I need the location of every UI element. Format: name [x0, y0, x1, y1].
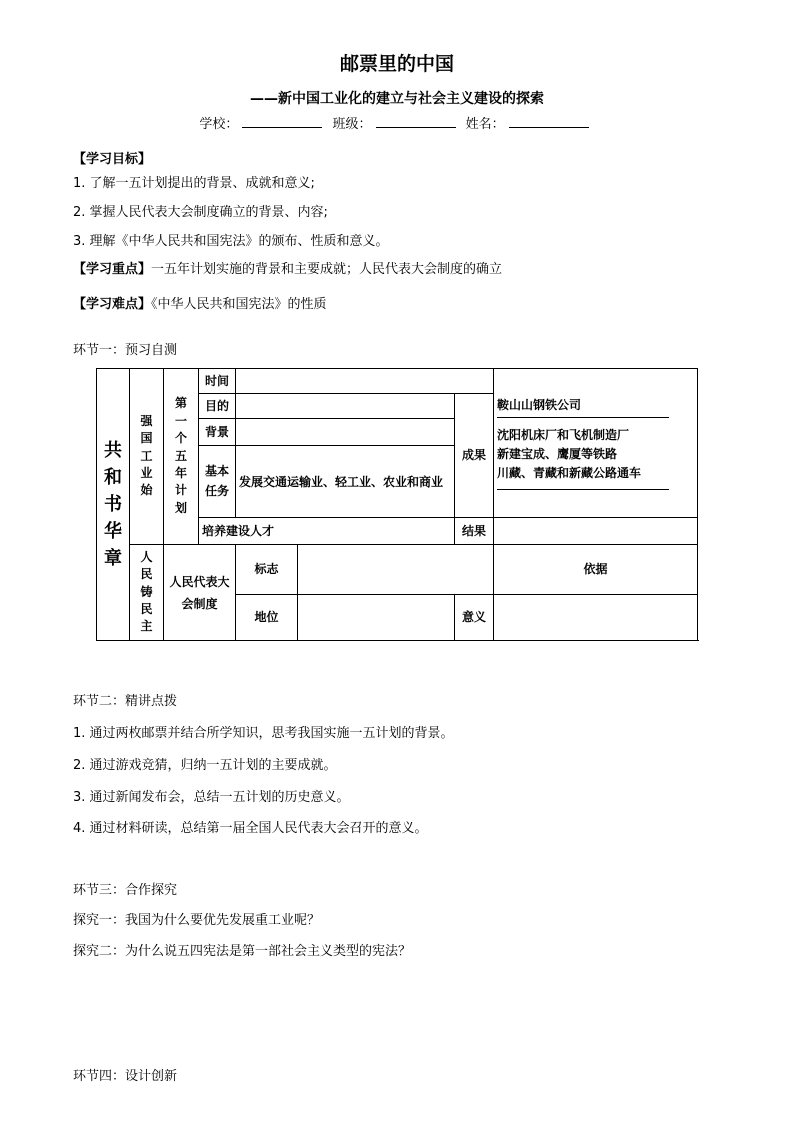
section2-item: 4. 通过材料研读，总结第一届全国人民代表大会召开的意义。: [73, 821, 428, 836]
key-text: 一五年计划实施的背景和主要成就；人民代表大会制度的确立: [151, 262, 503, 277]
background-label: 背景: [199, 419, 236, 446]
objective-item: 1. 了解一五计划提出的背景、成就和意义;: [73, 176, 315, 191]
key-label: 【学习重点】: [73, 262, 152, 277]
symbol-answer[interactable]: [298, 545, 494, 595]
objective-item: 3. 理解《中华人民共和国宪法》的颁布、性质和意义。: [73, 234, 389, 249]
basic-tasks-label: 基本任务: [199, 446, 236, 518]
significance-label: 意义: [455, 595, 494, 641]
plan-cell: 第一个五年计划: [164, 369, 199, 545]
section2-item: 3. 通过新闻发布会，总结一五计划的历史意义。: [73, 790, 350, 805]
class-label: 班级：: [332, 117, 372, 132]
section3-heading: 环节三：合作探究: [73, 883, 178, 898]
section2-item: 1. 通过两枚邮票并结合所学知识，思考我国实施一五计划的背景。: [73, 726, 454, 741]
background-answer[interactable]: [236, 419, 455, 446]
student-info-fields: [0, 113, 794, 132]
school-label: 学校：: [199, 117, 239, 132]
page-title: 邮票里的中国: [339, 53, 454, 75]
time-label: 时间: [199, 369, 236, 394]
preview-table: [96, 368, 698, 641]
section2-heading: 环节二：精讲点拨: [73, 694, 178, 709]
main-title-cell: 共和书华章: [97, 369, 130, 641]
difficulty-points: [73, 293, 327, 312]
section2-item: 2. 通过游戏竞猜，归纳一五计划的主要成就。: [73, 758, 337, 773]
result-label: 结果: [455, 518, 494, 545]
name-field[interactable]: [509, 115, 589, 128]
objectives-heading: 【学习目标】: [73, 152, 152, 167]
symbol-label: 标志: [236, 545, 298, 595]
group2-cell: 人民铸民主: [130, 545, 164, 641]
difficulty-label: 【学习难点】: [73, 297, 152, 312]
key-points: [73, 258, 502, 277]
group1-cell: 强国工业始: [130, 369, 164, 545]
npc-cell: 人民代表大会制度: [164, 545, 236, 641]
section4-heading: 环节四：设计创新: [73, 1069, 178, 1084]
achievements-cell: 鞍山山钢铁公司 沈阳机床厂和飞机制造厂 新建宝成、鹰厦等铁路 川藏、青藏和新藏公路通车: [494, 369, 698, 518]
status-answer[interactable]: [298, 595, 455, 641]
purpose-answer[interactable]: [236, 394, 455, 419]
page-subtitle: ——新中国工业化的建立与社会主义建设的探索: [250, 91, 544, 107]
talent-text: 培养建设人才: [199, 518, 455, 545]
significance-answer[interactable]: [494, 595, 698, 641]
status-label: 地位: [236, 595, 298, 641]
name-label: 姓名：: [465, 117, 505, 132]
question-2: 探究二：为什么说五四宪法是第一部社会主义类型的宪法？: [73, 944, 412, 959]
result-answer[interactable]: [494, 518, 698, 545]
objective-item: 2. 掌握人民代表大会制度确立的背景、内容;: [73, 205, 328, 220]
time-answer[interactable]: [236, 369, 494, 394]
difficulty-text: 《中华人民共和国宪法》的性质: [151, 297, 327, 312]
school-field[interactable]: [242, 115, 322, 128]
basic-tasks-text: 发展交通运输业、轻工业、农业和商业: [236, 446, 455, 518]
basis-label: 依据: [494, 545, 698, 595]
section1-heading: 环节一：预习自测: [73, 343, 178, 358]
class-field[interactable]: [376, 115, 456, 128]
question-1: 探究一：我国为什么要优先发展重工业呢？: [73, 913, 321, 928]
achievements-label: 成果: [455, 394, 494, 518]
purpose-label: 目的: [199, 394, 236, 419]
